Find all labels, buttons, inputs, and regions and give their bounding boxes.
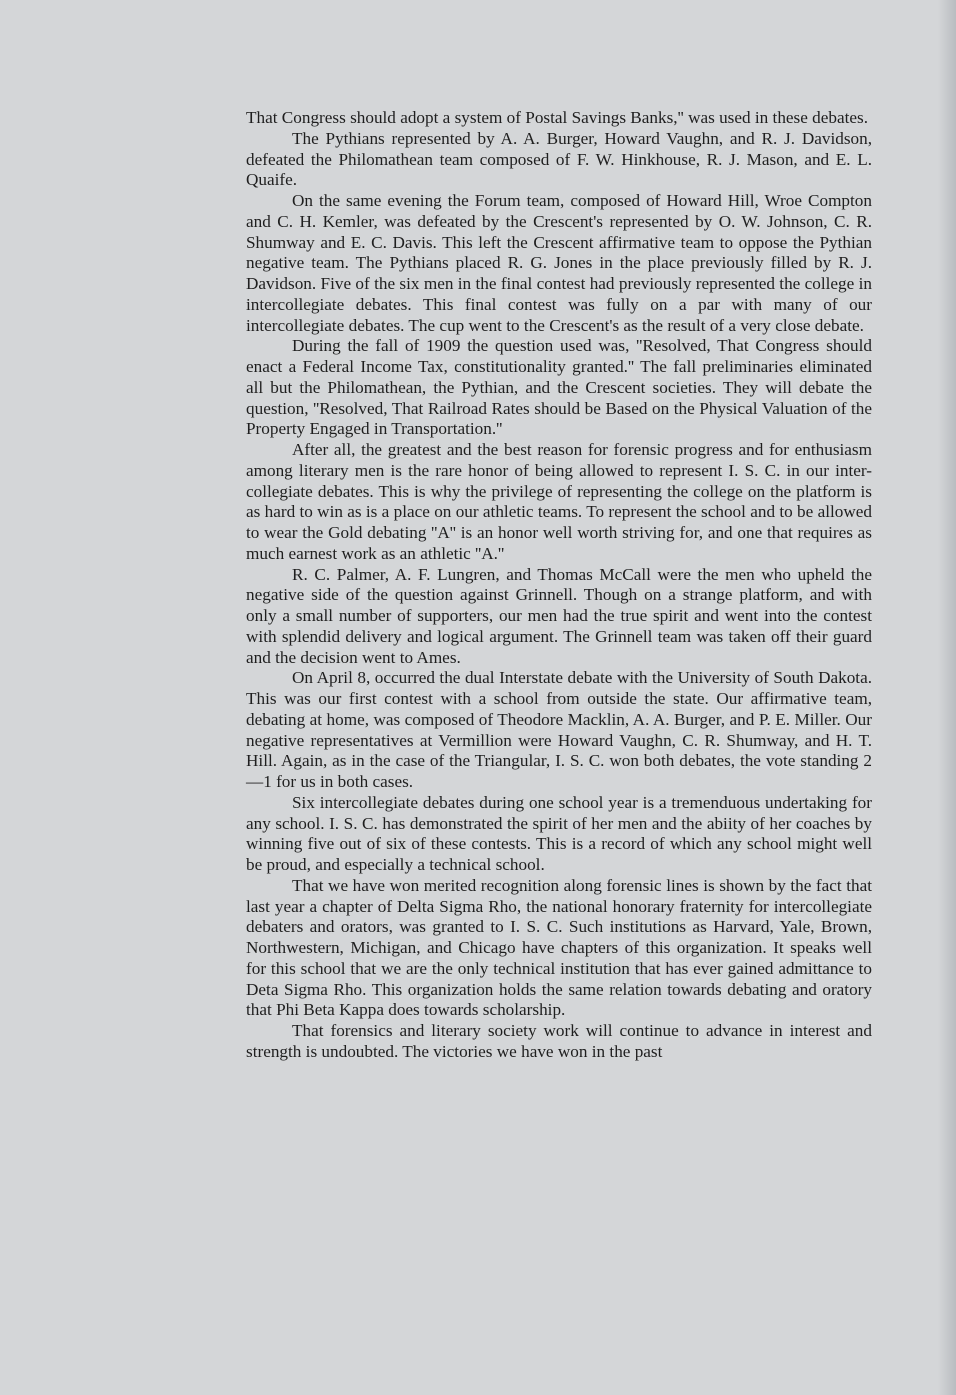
paragraph-pythians-defeat-philomatheans: The Pythians represented by A. A. Burger, Howard Vaughn, and R. J. Davidson, defeated the Philomathean team composed of F. W. Hinkhouse, R. J. Mason, and E. L. Quaife. bbox=[246, 128, 872, 190]
paragraph-postal-savings-question: That Congress should adopt a system of Postal Savings Banks,'' was used in these debates. bbox=[246, 108, 869, 127]
paragraph-delta-sigma-rho: That we have won merited recognition along forensic lines is shown by the fact that last year a chapter of Delta Sigma Rho, the national honorary fraternity for intercollegiate debaters and orators, was granted to I. S. C. Such institutions as Harvard, Yale, Brown, Northwestern, Michigan, and Chicago have chapters of this organization. It speaks well for this school that we are the only technical institution that has ever gained admittance to Deta Sigma Rho. This organization holds the same relation towards debating and oratory that Phi Beta Kappa does towards scholarship. bbox=[246, 875, 872, 1020]
paragraph-south-dakota-debate: On April 8, occurred the dual Interstate debate with the University of South Dakota. This was our first contest with a school from outside the state. Our affirmative team, debating at home, was composed of Theodore Macklin, A. A. Burger, and P. E. Miller. Our negative representatives at Vermillion were Howard Vaughn, C. R. Shumway, and H. T. Hill. Again, as in the case of the Triangular, I. S. C. won both debates, the vote standing 2—1 for us in both cases. bbox=[246, 668, 872, 791]
page-edge-shadow bbox=[938, 0, 956, 1395]
paragraph-grinnell-debate: R. C. Palmer, A. F. Lungren, and Thomas McCall were the men who upheld the negative side of the question against Grinnell. Though on a strange platform, and with only a small number of supporters, our men had the true spirit and went into the contest with splendid delivery and logical argument. The Grinnell team was taken off their guard and the decision went to Ames. bbox=[246, 564, 872, 667]
paragraph-honor-of-representing: After all, the greatest and the best reason for forensic progress and for enthusiasm among literary men is the rare honor of being allowed to represent I. S. C. in our inter-collegiate debates. This is why the privilege of representing the college on the platform is as hard to win as is a place on our athletic teams. To represent the school and to be allowed to wear the Gold debating ''A'' is an honor well worth striving for, and one that requires as much earnest work as an athletic ''A.'' bbox=[246, 440, 872, 563]
paragraph-six-debates: Six intercollegiate debates during one school year is a tremenduous undertaking for any school. I. S. C. has demonstrated the spirit of her men and the abiity of her coaches by winning five out of six of these contests. This is a record of which any school might well be proud, and especially a technical school. bbox=[246, 792, 872, 874]
document-page bbox=[246, 108, 872, 1063]
paragraph-future-forensics: That forensics and literary society work will continue to advance in interest and strength is undoubted. The victories we have won in the past bbox=[246, 1021, 872, 1061]
paragraph-fall-1909-question: During the fall of 1909 the question used was, ''Resolved, That Congress should enact a Federal Income Tax, constitutionality granted.'' The fall preliminaries eliminated all but the Philomathean, the Pythian, and the Crescent societies. They will debate the question, ''Resolved, That Railroad Rates should be Based on the Physical Valuation of the Property Engaged in Transportation.'' bbox=[246, 336, 872, 439]
paragraph-forum-vs-crescent: On the same evening the Forum team, composed of Howard Hill, Wroe Compton and C. H. Kemler, was defeated by the Crescent's represented by O. W. Johnson, C. R. Shumway and E. C. Davis. This left the Crescent affirmative team to oppose the Pythian negative team. The Pythians placed R. G. Jones in the place previously filled by R. J. Davidson. Five of the six men in the final contest had previously represented the college in intercollegiate debates. This final contest was fully on a par with many of our intercollegiate debates. The cup went to the Crescent's as the result of a very close debate. bbox=[246, 191, 872, 335]
